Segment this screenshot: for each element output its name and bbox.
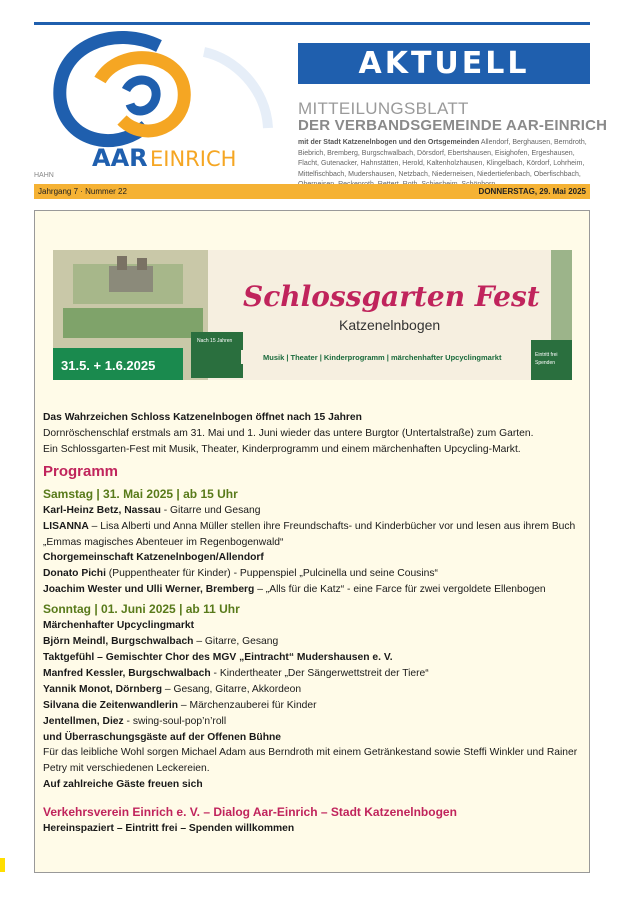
banner-note: Nach 15 Jahren	[197, 338, 233, 344]
day1-item-1-desc: - Gitarre und Gesang	[160, 504, 261, 516]
day1-item-2-name: LISANNA	[43, 520, 89, 532]
banner-subtitle: Katzenelnbogen	[339, 317, 441, 333]
organizers: Verkehrsverein Einrich e. V. – Dialog Aar-Einrich – Stadt Katzenelnbogen	[43, 805, 457, 820]
day1-item-2-desc: – Lisa Alberti und Anna Müller stellen ihre Freundschafts- und Kinderbücher vor und lesen aus ihrem Buch „Emmas magisches Abenteuer im Regenbogenwald“	[43, 520, 576, 548]
day2-closing	[43, 777, 583, 793]
day2-item-6-desc: – Märchenzauberei für Kinder	[178, 699, 317, 711]
towns-names: Allendorf, Berghausen, Berndroth, Biebrich, Bremberg, Burgschwalbach, Dörsdorf, Ebertshausen, Eisighofen, Ergeshausen, Flacht, Gutenacker, Hahnstätten, Herold, Kaltenholzhausen, Klingelbach, Kördorf, Lohrheim, Mittelfischbach, Mudershausen, Netzbach, Niederneisen, Niedertiefenbach, Oberfischbach,	[298, 139, 587, 178]
day2-item-8-name: und Überraschungsgäste auf der Offenen Bühne	[43, 731, 282, 743]
day2-item-4-desc: - Kindertheater „Der Sängerwettstreit der Tiere“	[210, 667, 429, 679]
masthead-subtitle: DER VERBANDSGEMEINDE AAR-EINRICH	[298, 117, 608, 134]
day2-item-4-name: Manfred Kessler, Burgschwalbach	[43, 667, 211, 679]
day2-item-4	[43, 666, 583, 682]
hahn-label: HAHN	[34, 172, 54, 179]
day1-item-3	[43, 550, 583, 566]
day2-catering: Für das leibliche Wohl sorgen Michael Adam aus Berndroth mit einem Getränkestand sowie Steffi Winkler und Rainer Petry mit verschiedenen Leckereien.	[43, 747, 578, 775]
issue-bar	[34, 184, 590, 199]
day2-item-2	[43, 634, 583, 650]
aar-einrich-logo	[34, 28, 289, 180]
aktuell-badge: AKTUELL	[298, 43, 590, 84]
towns-intro: mit der Stadt Katzenelnbogen und den Ortsgemeinden	[298, 139, 480, 146]
banner-dates: 31.5. + 1.6.2025	[61, 358, 156, 373]
day2-item-8	[43, 730, 583, 746]
banner-program: Musik | Theater | Kinderprogramm | märchenhafter Upcyclingmarkt	[263, 353, 502, 362]
day2-item-7-name: Jentellmen, Diez	[43, 715, 124, 727]
day2-item-3-name: Taktgefühl – Gemischter Chor des MGV „Eintracht“ Mudershausen e. V.	[43, 651, 393, 663]
program-heading: Programm	[43, 462, 119, 480]
top-rule	[34, 22, 590, 25]
day1-item-5-name: Joachim Wester und Ulli Werner, Bremberg	[43, 584, 255, 596]
festival-banner	[53, 250, 572, 380]
day2-item-1	[43, 618, 583, 634]
logo-text-aar: AAR	[92, 144, 148, 172]
article-intro-2: Ein Schlossgarten-Fest mit Musik, Theater, Kinderprogramm und einem märchenhaften Upcycling-Markt.	[43, 443, 521, 455]
masthead-title: MITTEILUNGSBLATT	[298, 99, 469, 118]
day1-item-4	[43, 566, 583, 582]
article-footer-text: Hereinspaziert – Eintritt frei – Spenden willkommen	[43, 823, 295, 835]
article-footer	[43, 821, 583, 837]
day1-item-1-name: Karl-Heinz Betz, Nassau	[43, 504, 161, 516]
day1-item-5-desc: – „Alls für die Katz“ - eine Farce für zwei vergoldete Ellenbogen	[254, 584, 546, 596]
day2-item-2-desc: – Gitarre, Gesang	[193, 636, 279, 648]
logo-text-einrich: EINRICH	[150, 147, 237, 171]
day2-item-5	[43, 682, 583, 698]
day2-item-6-name: Silvana die Zeitenwandlerin	[43, 699, 179, 711]
day1-item-3-name: Chorgemeinschaft Katzenelnbogen/Allendorf	[43, 552, 264, 564]
day2-item-2-name: Björn Meindl, Burgschwalbach	[43, 636, 194, 648]
issue-date: DONNERSTAG, 29. Mai 2025	[478, 187, 586, 196]
page-edge-marker	[0, 858, 5, 872]
day2-heading: Sonntag | 01. Juni 2025 | ab 11 Uhr	[43, 602, 240, 617]
issue-number: Jahrgang 7 · Nummer 22	[38, 187, 127, 196]
article-headline: Das Wahrzeichen Schloss Katzenelnbogen öffnet nach 15 Jahren	[43, 412, 362, 423]
day1-item-4-name: Donato Pichi	[43, 568, 106, 580]
banner-title: Schlossgarten Fest	[243, 280, 540, 313]
day2-item-7-desc: - swing-soul-pop’n’roll	[123, 715, 227, 727]
day1-item-4-desc: (Puppentheater für Kinder) - Puppenspiel „Pulcinella und seine Cousins“	[105, 568, 438, 580]
day2-item-5-name: Yannik Monot, Dörnberg	[43, 683, 162, 695]
article-content	[43, 410, 583, 837]
day1-item-2	[43, 519, 583, 551]
day2-item-3	[43, 650, 583, 666]
day2-item-7	[43, 714, 583, 730]
day1-item-1	[43, 503, 583, 519]
day2-item-6	[43, 698, 583, 714]
towns-list	[298, 138, 590, 191]
banner-entry-2: Spenden	[535, 360, 556, 366]
banner-entry: Eintritt frei	[535, 352, 558, 358]
day1-item-5	[43, 582, 583, 598]
article-intro-1: Dornröschenschlaf erstmals am 31. Mai und 1. Juni wieder das untere Burgtor (Untertalstraße) zum Garten.	[43, 427, 534, 439]
day2-item-5-desc: – Gesang, Gitarre, Akkordeon	[162, 683, 302, 695]
day2-item-1-name: Märchenhafter Upcyclingmarkt	[43, 620, 195, 632]
day2-closing-text: Auf zahlreiche Gäste freuen sich	[43, 779, 203, 791]
day1-heading: Samstag | 31. Mai 2025 | ab 15 Uhr	[43, 486, 238, 501]
